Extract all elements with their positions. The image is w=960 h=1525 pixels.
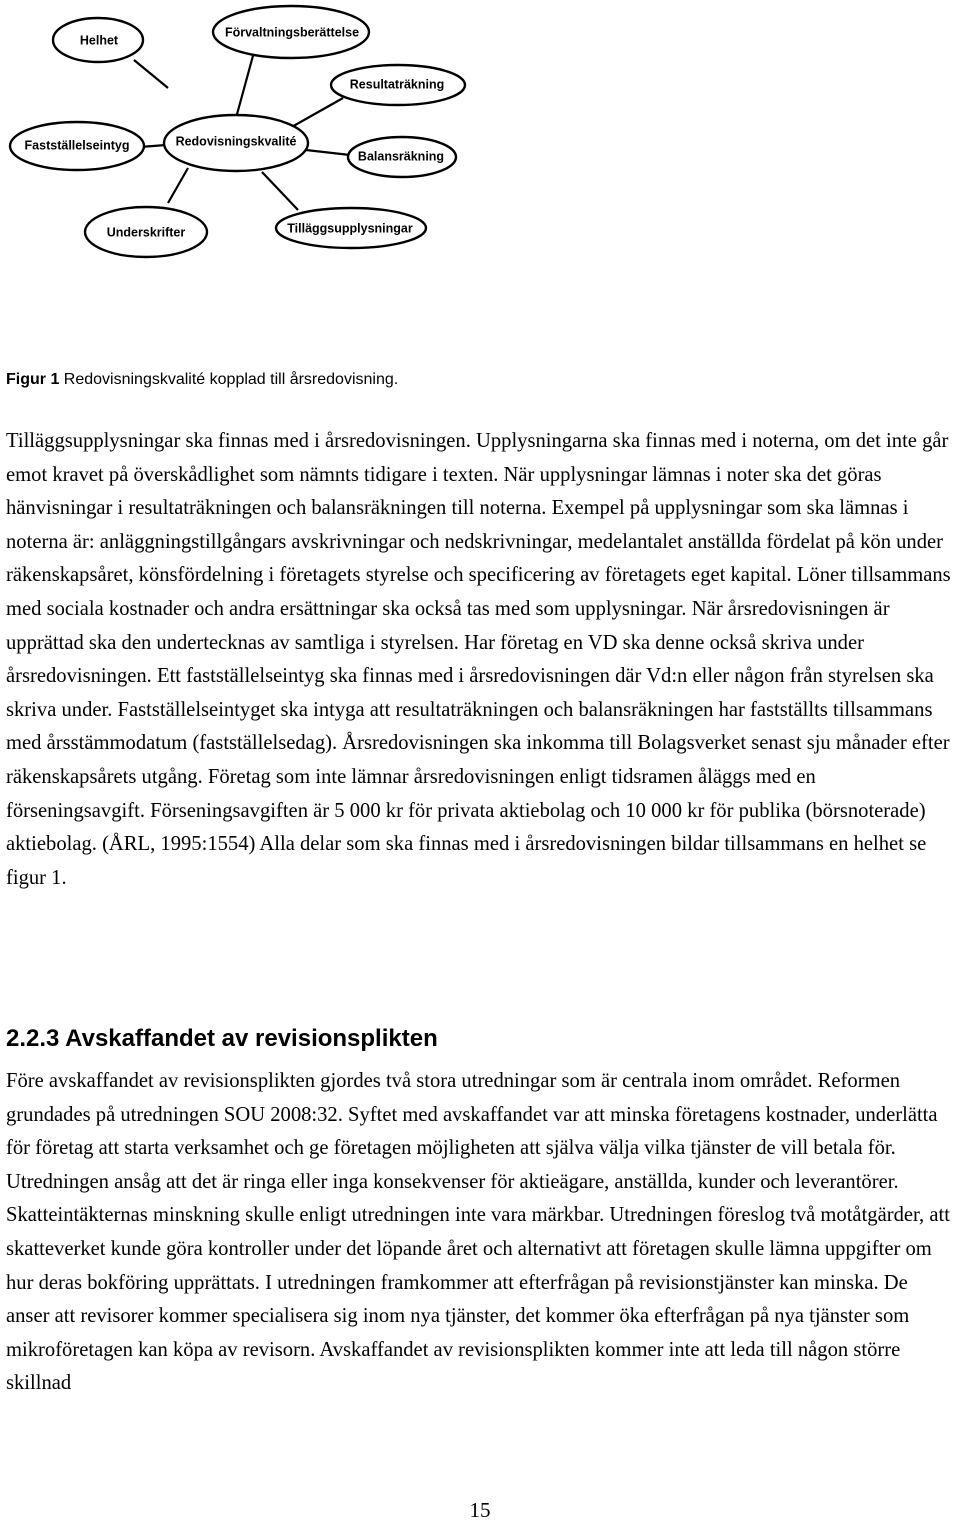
figure-caption-label: Figur 1 <box>6 371 60 388</box>
connector-resultatrakning <box>290 98 343 128</box>
node-label-resultatrakning: Resultaträkning <box>349 77 445 92</box>
connector-balansrakning <box>306 150 350 155</box>
connector-tillaggsupplysningar <box>262 172 298 210</box>
figure-caption <box>6 368 398 392</box>
node-label-balansrakning: Balansräkning <box>357 149 445 164</box>
connector-forvaltningsberattelse <box>236 52 254 118</box>
node-label-forvaltningsberattelse: Förvaltningsberättelse <box>224 25 360 40</box>
node-label-underskrifter: Underskrifter <box>106 225 186 240</box>
node-label-tillaggsupplysningar: Tilläggsupplysningar <box>287 221 413 236</box>
node-label-helhet: Helhet <box>79 33 119 48</box>
body-paragraph-1: Tilläggsupplysningar ska finnas med i årsredovisningen. Upplysningarna ska finnas med i noterna, om det inte går emot kravet på överskådlighet som nämnts tidigare i texten. När upplysningar lämnas i noter ska det göras hänvisningar i resultaträkningen och balansräkningen till noterna. Exempel på upplysningar som ska lämnas i noterna är: anläggningstillgångars avskrivningar och nedskrivningar, medelantalet anställda fördelat på kön under räkenskapsåret, könsfördelning i företagets styrelse och specificering av företagets eget kapital. Löner tillsammans med sociala kostnader och andra ersättningar ska också tas med som upplysningar. När årsredovisningen är upprättad ska den undertecknas av samtliga i styrelsen. Har företag en VD ska denne också skriva under årsredovisningen. Ett fastställelseintyg ska finnas med i årsredovisningen där Vd:n eller någon från styrelsen ska skriva under. Fastställelseintyget ska intyga att resultaträkningen och balansräkningen har fastställts tillsammans med årsstämmodatum (fastställelsedag). Årsredovisningen ska inkomma till Bolagsverket senast sju månader efter räkenskapsårets utgång. Företag som inte lämnar årsredovisningen enligt tidsramen åläggs med en förseningsavgift. Förseningsavgiften är 5 000 kr för privata aktiebolag och 10 000 kr för publika (börsnoterade) aktiebolag. (ÅRL, 1995:1554) Alla delar som ska finnas med i årsredovisningen bildar tillsammans en helhet se figur 1. <box>6 430 951 889</box>
node-label-faststallelseintyg: Fastställelseintyg <box>24 138 130 153</box>
connector-underskrifter <box>168 168 188 203</box>
concept-diagram <box>0 0 480 270</box>
node-label-redovisningskvalite: Redovisningskvalité <box>175 134 297 149</box>
body-paragraph-2: Före avskaffandet av revisionsplikten gjordes två stora utredningar som är centrala inom området. Reformen grundades på utredningen SOU 2008:32. Syftet med avskaffandet var att minska företagens kostnader, underlätta för företag att starta verksamhet och ge företagen möjligheten att själva välja vilka tjänster de vill betala för. Utredningen ansåg att det är ringa eller inga konsekvenser för aktieägare, anställda, kunder och leverantörer. Skatteintäkternas minskning skulle enligt utredningen inte vara märkbar. Utredningen föreslog två motåtgärder, att skatteverket kunde göra kontroller under det löpande året och alternativt att företagen skulle lämna uppgifter om hur deras bokföring upprättats. I utredningen framkommer att efterfrågan på revisionstjänster kan minska. De anser att revisorer kommer specialisera sig inom nya tjänster, det kommer öka efterfrågan på nya tjänster som mikroföretagen kan köpa av revisorn. Avskaffandet av revisionsplikten kommer inte att leda till någon större skillnad <box>6 1070 950 1395</box>
page-number: 15 <box>469 1498 491 1522</box>
section-heading: 2.2.3 Avskaffandet av revisionsplikten <box>6 1025 438 1052</box>
figure-caption-text: Redovisningskvalité kopplad till årsredovisning. <box>59 371 399 388</box>
connector-helhet <box>134 60 168 88</box>
